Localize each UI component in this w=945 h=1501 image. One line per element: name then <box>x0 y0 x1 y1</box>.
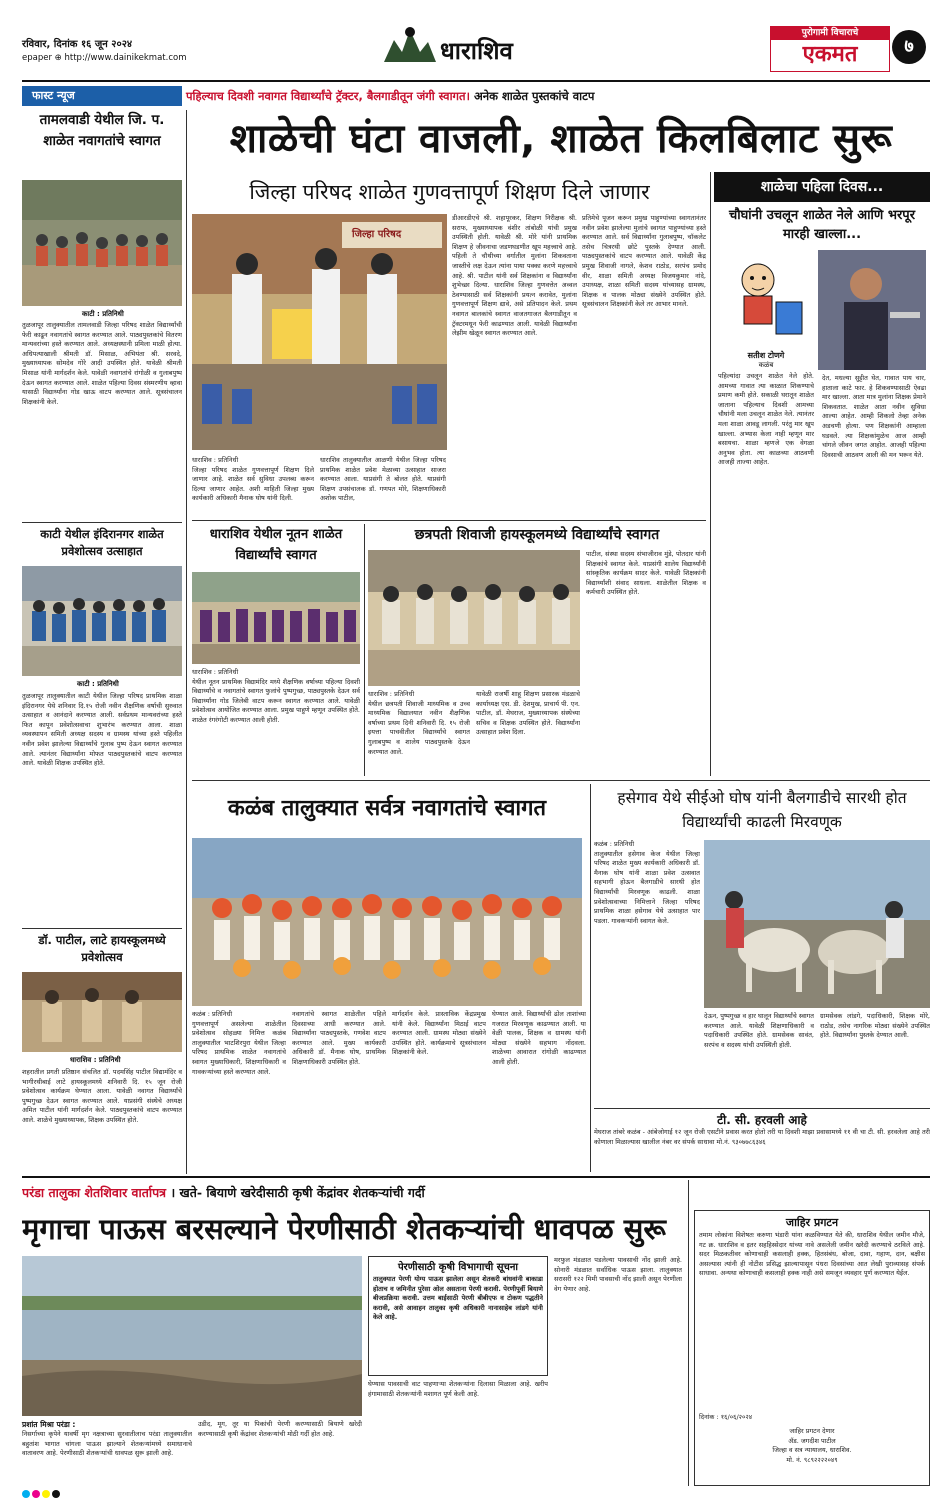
section2-photo <box>192 572 360 664</box>
edition-logo-art <box>380 22 440 70</box>
kalamb-divider <box>590 784 591 1172</box>
paranda-separator: । <box>170 1185 180 1200</box>
hasegaon-headline: हसेगाव येथे सीईओ घोष यांनी बैलगाडीचे सारथी होत विद्यार्थ्यांची काढली मिरवणूक <box>617 789 907 831</box>
right-box-text2: देत, मधल्या सुट्टीत घेत, गावात पाय चार, हाताला काटे फार. हे शिकवण्यासाठी ऐवढा मार खाल्ला. आता मात्र मुलांना शिक्षक प्रेमाने शिकवतात. शाळेत आता नवीन सुविधा आल्या आहेत. आम्ही शिकलो तेव्हा अनेक अडचणी होत्या. पण शिक्षकांनी आम्हाला घडवले. त्या शिक्षकांमुळेच आज आम्ही चांगले जीवन जगत आहोत. आजही पहिल्या दिवसाची आठवण आली की मन भरून येते. <box>822 374 926 459</box>
story1-byline: काटी : प्रतिनिधी <box>82 310 124 318</box>
section2-text: धाराशिव : प्रतिनिधी येथील नूतन प्राथमिक विद्यामंदिर मध्ये शैक्षणिक वर्षाच्या पहिल्या दिवशी विद्यार्थ्यांचे व नवागतांचे स्वागत फुलांचे पुष्पगुच्छ, पाठ्यपुस्तके देऊन सर्व विद्यार्थ्यांना गोड जिलेबी वाटप करून स्वागत करण्यात आले. यावेळी प्रवेशोत्सव आयोजित करण्यात आला. प्रमुख पाहुणे म्हणून उपस्थित होते. शाळेत रंगरंगोटी करण्यात आली होती. <box>192 668 360 724</box>
epaper-label: epaper <box>22 53 52 63</box>
story2-title: काटी येथील इंदिरानगर शाळेत प्रवेशोत्सव उत्साहात <box>40 527 164 558</box>
website-link[interactable]: http://www.dainikekmat.com <box>64 53 187 63</box>
registration-mark-black <box>52 1490 60 1498</box>
right-box-label: शाळेचा पहिला दिवस... <box>714 172 930 202</box>
edition-logo <box>380 22 550 72</box>
paranda-label: परंडा तालुका शेतशिवार वार्तापत्र <box>22 1185 167 1200</box>
kalamb-text1: कळंब : प्रतिनिधी गुणवत्तापूर्ण असलेल्या शाळेतील प्रवेशोत्सव सोहळ्या निमित्त कळंब तालुक्यातील भाटशिरपुरा येथील जिल्हा परिषद प्राथमिक शाळेत नवागतांचे स्वागत मुख्याधिकारी, शिक्षणाधिकारी व गावकऱ्यांच्या हस्ते करण्यात आले. <box>192 1010 286 1076</box>
public-notice-date: दिनांक : १६/०६/२०२४ <box>699 1413 753 1421</box>
story2-text: तुळजापूर तालुक्यातील काटी येथील जिल्हा परिषद प्राथमिक शाळा इंदिरानगर येथे शनिवार दि.१५ रोजी नवीन शैक्षणिक वर्षाची सुरुवात उत्साहात व आनंदाने करण्यात आली. सर्वप्रथम मान्यवरांच्या हस्ते फित कापून प्रवेशोत्सवाचा शुभारंभ करण्यात आला. शाळा व्यवस्थापन समिती अध्यक्ष सदस्य व ग्रामस्थ यांच्या हस्ते पहिलीत नवीन प्रवेश झालेल्या विद्यार्थ्यांचे गुलाब पुष्प देऊन स्वागत करण्यात आले. त्यानंतर विद्यार्थ्यांना मोफत पाठ्यपुस्तकांचे वाटप करण्यात आले. यावेळी शिक्षक उपस्थित होते. <box>22 692 182 768</box>
masthead-rule <box>22 80 930 82</box>
paranda-photo <box>22 1256 362 1416</box>
story1-text: तुळजापूर तालुक्यातील तामलवाडी जिल्हा परिषद शाळेत विद्यार्थ्यांची फेरी काढून नवागतांचे स्वागत करण्यात आले. पाठ्यपुस्तकांचे वितरण मान्यवरांच्या हस्ते करण्यात आले. अध्यक्षस्थानी प्रमिला माळी होत्या. अधिपत्याखाली श्रीमती डॉ. मिसाळ, अभियंता श्री. सरवदे, मुख्याध्यापक सोमदेव गोरे आदी उपस्थित होते. यावेळी श्रीमती मिसाळ यांनी मार्गदर्शन केले. यावेळी नवागतांचे रांगोळी व गुलाबपुष्प देऊन स्वागत करण्यात आले. शाळेत पहिल्या दिवस संस्मरणीय व्हावा यासाठी विद्यार्थ्यांना गोड खाऊ वाटप करण्यात आले. सूत्रसंचालन शिक्षकांनी केले. <box>22 321 182 406</box>
hasegaon-text1: कळंब : प्रतिनिधी तालुक्यातील हसेगाव केज येथील जिल्हा परिषद शाळेत मुख्य कार्यकारी अधिकारी डॉ. मैनाक घोष यांनी शाळा प्रवेश उत्सवात सहभागी होऊन बैलगाडीचे सारथी होत विद्यार्थ्यांची मिरवणूक काढली. शाळा प्रवेशोत्सवाच्या निमित्ताने जिल्हा परिषद प्राथमिक शाळा हसेगाव येथे उत्साहात पार पडला. गावकऱ्यांनी स्वागत केले. <box>594 840 700 925</box>
lost-tc-ad <box>594 1112 930 1172</box>
paranda-text1: निसर्गाच्या कृपेने यावर्षी मृग नक्षत्राच्या सुरवातीलाच परंडा तालुक्यातील बहुतांश भागात चांगला पाऊस झाल्याने शेतकऱ्यांमध्ये समाधानाचे वातावरण आहे. पेरणीसाठी शेतकऱ्यांची धावपळ सुरू झाली आहे. <box>22 1430 192 1458</box>
paranda-rule-top <box>22 1176 930 1178</box>
kalamb-text3: मार्गदर्शन केले. प्रास्ताविक केंद्रप्रमुख यांनी केले. विद्यार्थ्यांना मिठाई वाटप करण्यात आली. ग्रामस्थ मोठ्या संख्येने उपस्थित होते. कार्यक्रमाचे सूत्रसंचालन शिक्षकांनी केले. <box>392 1010 486 1057</box>
hasegaon-text2: देऊन, पुष्पगुच्छ व हार घालून विद्यार्थ्यांचे स्वागत करण्यात आले. यावेळी शिक्षणाधिकारी व पदाधिकारी उपस्थित होते. ग्रामसेवक सावंत, सरपंच व सदस्य यांची उपस्थिती होती. <box>704 1012 814 1049</box>
story2-byline: काटी : प्रतिनिधी <box>77 680 119 688</box>
top-banner-main: पहिल्याच दिवशी नवागत विद्यार्थ्यांचे ट्रॅक्टर, बैलगाडीतून जंगी स्वागत। <box>186 89 470 103</box>
main-photo-banner: जिल्हा परिषद <box>352 229 402 240</box>
lost-tc-text: मेघराज तांबरे कळंब - आंबेजोगाई १२ जून रोजी एसटीने प्रवास करत होतो तरी या दिवशी माझा प्रवासामध्ये ११ वी चा टी. सी. हरवलेला आहे तरी कोणाला मिळाल्यास खालील नंबर वर संपर्क साधावा मो.नं. ९३०७७८६३४६ <box>594 1128 930 1146</box>
registration-mark-magenta <box>32 1490 40 1498</box>
main-rule-1 <box>192 520 706 521</box>
section3-text2: यावेळी राजर्षी शाहू शिक्षण प्रसारक मंडळाचे कार्याध्यक्ष एस. डी. देशमुख, प्राचार्य पी. एन. पाटील, डॉ. मेघराज, मुख्याध्यापक संस्थेच्या सचिव व शिक्षक उपस्थित होते. विद्यार्थ्यांना उत्साहात प्रवेश दिला. <box>476 690 580 737</box>
top-banner <box>186 86 930 106</box>
paranda-banner <box>22 1182 682 1204</box>
lost-tc-title: टी. सी. हरवली आहे <box>717 1113 807 1127</box>
masthead-date: रविवार, दिनांक १६ जून २०२४ <box>22 39 133 50</box>
author-place: कळंब <box>758 361 774 369</box>
story3-byline: धाराशिव : प्रतिनिधी <box>70 1056 121 1064</box>
left-column <box>22 110 182 1174</box>
story1-photo <box>22 180 182 306</box>
right-box-divider <box>710 172 711 776</box>
kalamb-text2: नवागतांचे स्वागत शाळेतील पहिले दिवसाच्या आधी करण्यात आले. विद्यार्थ्यांना पाठ्यपुस्तके, गणवेश वाटप करण्यात आले. मुख्य कार्यकारी अधिकारी डॉ. मैनाक घोष, प्राथमिक शिक्षणाधिकारी उपस्थित होते. <box>292 1010 386 1066</box>
notice-divider <box>688 1180 689 1486</box>
story3-title: डॉ. पाटील, लाटे हायस्कूलमध्ये प्रवेशोत्सव <box>38 933 166 964</box>
section3-text: धाराशिव : प्रतिनिधी येथील छत्रपती शिवाजी माध्यमिक व उच्च माध्यमिक विद्यालयात नवीन शैक्षणिक वर्षाच्या प्रथम दिनी शनिवारी दि. १५ रोजी इयत्ता पाचवीतील विद्यार्थ्यांचे स्वागत गुलाबपुष्प व शालेय पाठ्यपुस्तके देऊन करण्यात आले. <box>368 690 470 756</box>
registration-mark-yellow <box>42 1490 50 1498</box>
kalamb-text4: घेण्यात आले. विद्यार्थ्यांची ढोल ताशांच्या गजरात मिरवणूक काढण्यात आली. या वेळी पालक, शिक्षक व ग्रामस्थ यांनी मोठ्या संख्येने सहभाग नोंदवला. शाळेच्या आवारात रांगोळी काढण्यात आली होती. <box>492 1010 586 1066</box>
public-notice <box>694 1210 930 1486</box>
paranda-byline: प्रशांत मिश्रा परंडा : <box>22 1420 76 1429</box>
paper-tagline: पुरोगामी विचाराचे <box>771 27 889 40</box>
page-number: ७ <box>892 30 926 64</box>
author-photo <box>818 250 926 370</box>
main-headline: शाळेची घंटा वाजली, शाळेत किलबिलाट सुरू <box>229 116 893 162</box>
section3-headline: छत्रपती शिवाजी हायस्कूलमध्ये विद्यार्थ्यांचे स्वागत <box>414 527 660 543</box>
epaper-url-line[interactable] <box>22 53 186 63</box>
paranda-text4: मरफुल मंडळात पडलेल्या पावसाची नोंद झाली आहे. सोनारी मंडळात सर्वाधिक पाऊस झाला. तालुक्यात सरासरी १२२ मिमी पावसाची नोंद झाली असून पेरणीला वेग येणार आहे. <box>554 1256 682 1293</box>
main-subhead: जिल्हा परिषद शाळेत गुणवत्तापूर्ण शिक्षण दिले जाणार <box>249 180 650 204</box>
left-rule-1 <box>22 522 182 523</box>
right-box-title: चौघांनी उचलून शाळेत नेले आणि भरपूर मारही खाल्ला... <box>728 208 916 242</box>
story3-text: शहरातील प्रगती प्रतिष्ठान संचलित डॉ. पदमसिंह पाटील विद्यामंदिर व भागीरथीबाई लाटे हायस्कूलमध्ये शनिवारी दि. १५ जून रोजी प्रवेशोत्सव कार्यक्रम घेण्यात आला. यावेळी नवागत विद्यार्थ्यांचे पुष्पगुच्छ देऊन स्वागत करण्यात आले. याप्रसंगी संस्थेचे अध्यक्ष अमित पाटील यांनी मार्गदर्शन केले. पाठ्यपुस्तकांचे वाटप करण्यात आले. शाळेचे मुख्याध्यापक, शिक्षक उपस्थित होते. <box>22 1068 182 1124</box>
hasegaon-text3: ग्रामसेवक लांडगे, पदाधिकारी, शिक्षक मोरे, राठोड, तसेच नागरिक मोठ्या संख्येने उपस्थित होते. विद्यार्थ्यांना पुस्तके देण्यात आली. <box>820 1012 930 1040</box>
story1-title: तामलवाडी येथील जि. प. शाळेत नवागतांचे स्वागत <box>39 112 165 149</box>
main-col1: धाराशिव : प्रतिनिधी जिल्हा परिषद शाळेत गुणवत्तापूर्ण शिक्षण दिले जाणार आहे. शाळेत सर्व सुविधा उपलब्ध करून दिल्या जाणार आहेत. अशी माहिती जिल्हा मुख्य कार्यकारी अधिकारी मैनाक घोष यांनी दिली. <box>192 456 314 503</box>
cartoon-illustration <box>718 250 814 346</box>
story3-photo <box>22 972 182 1052</box>
kalamb-headline: कळंब तालुक्यात सर्वत्र नवागतांचे स्वागत <box>227 796 547 821</box>
main-col3: डीआरडीएचे श्री. शहापूरकर, शिक्षण निरीक्षक श्री. सराफ, मुख्याध्यापक वंशीर तांबोळी यांची प्रमुख उपस्थिती होती. यावेळी श्री. मोरे यांनी प्राथमिक शिक्षण हे जीवनाचा जडणघडणीत खूप महत्त्वाचे आहे. पहिली ते चौथीच्या वर्गातील मुलांना शिकवताना जास्तीचे लक्ष देऊन त्यांना पाया पक्का करणे महत्त्वाचे आहे. श्री. पाटील यांनी सर्व शिक्षकांना व विद्यार्थ्यांना शुभेच्छा दिल्या. धाराशिव जिल्हा गुणवत्तेत अव्वल ठेवण्यासाठी सर्व शिक्षकांनी प्रयत्न करावेत, मुलांना गुणवत्तापूर्ण शिक्षण द्यावे, असे प्रतिपादन केले. प्रथम नवागत बालकांचे स्वागत वाजतगाजत बैलगाडीतून व ट्रॅक्टरमधून फेरी काढण्यात आली. यावेळी विद्यार्थ्यांना लेझीम खेळून स्वागत करण्यात आले. <box>452 214 577 338</box>
section2-headline: धाराशिव येथील नूतन शाळेत विद्यार्थ्यांचे स्वागत <box>209 527 343 563</box>
globe-icon: ⊕ <box>54 53 62 63</box>
main-col4: प्रतिमेचे पूजन करून प्रमुख पाहुण्यांच्या स्वागतानंतर नवीन प्रवेश झालेल्या मुलांचे स्वागत पाहुण्यांच्या हस्ते करण्यात आले. सर्व विद्यार्थ्यांना गुलाबपुष्प, चॉकलेट तसेच चित्ररथी छोटे पुस्तके देण्यात आली. पाठ्यपुस्तकांचे वाटप करण्यात आले. यावेळी केंद्र प्रमुख शिवाजी नागले, केशव राठोड, सरपंच प्रमोद वीर, शाळा समिती अध्यक्ष विजयकुमार नांदे, उपाध्यक्ष, शाळा समिती सदस्य यांच्यासह ग्रामस्थ, शिक्षक व पालक मोठ्या संख्येने उपस्थित होते. सूत्रसंचालन शिक्षकांनी केले तर आभार मानले. <box>582 214 706 309</box>
agri-notice-title: पेरणीसाठी कृषी विभागाची सूचना <box>397 1262 518 1273</box>
section2-divider <box>364 524 365 776</box>
right-box <box>714 172 930 776</box>
paper-logo <box>770 26 890 72</box>
public-notice-signer: जाहिर प्रगटन देणार ॲड. जगदीश पाटील जिल्हा व सत्र न्यायालय, धाराशिव. मो. नं. ९८९२२२२०४९ <box>772 1427 852 1464</box>
agri-notice-text: तालुक्यात पेरणी योग्य पाऊस झालेला असून शेतकरी बांधवांनी बाकाडा होताच व जमिनीत पुरेसा ओल असताना पेरणी करावी. पेरणीपूर्वी बियाणे बीजप्रक्रिया करावी. उत्तम बाईसाठी पेरणी बीबीएफ व टोकण पद्धतीने करावी, असे आवाहन तालुका कृषी अधिकारी नानासाहेब लांडगे यांनी केले आहे. <box>373 1275 543 1322</box>
top-banner-secondary: अनेक शाळेत पुस्तकांचे वाटप <box>473 89 595 103</box>
main-col2: धाराशिव तालुक्यातील आळणी येथील जिल्हा परिषद प्राथमिक शाळेत प्रवेश मेळाव्या उत्साहात साजरा करण्यात आला. याप्रसंगी ते बोलत होते. याप्रसंगी शिक्षण उपसंचालक डॉ. गणपत मोरे, शिक्षणाधिकारी अशोक पाटील, <box>320 456 446 503</box>
paranda-headline: मृगाचा पाऊस बरसल्याने पेरणीसाठी शेतकऱ्यांची धावपळ सुरू <box>22 1212 666 1246</box>
mid-rule <box>192 780 930 781</box>
hasegaon-photo <box>704 840 930 1008</box>
right-box-text1: पहिल्यांदा उचलून शाळेत नेले होते. आमच्या गावात त्या काळात शिकण्याचे प्रमाण कमी होते. सकाळी घरातून शाळेत जाताना पहिल्याच दिवशी आमच्या चौघांनी मला उचलून शाळेत नेले. त्यानंतर मला शाळा आवडू लागली. परंतु मार खूप खाल्ला. अभ्यास केला नाही म्हणून मार बसायचा. शाळा म्हणजे एक वेगळा अनुभव होता. त्या काळच्या आठवणी आजही ताज्या आहेत. <box>718 372 814 467</box>
ad-rule <box>594 1108 930 1109</box>
kalamb-photo <box>192 838 582 1006</box>
section3-text3: पाटील, संस्था सदस्य संभाजीराव मुंडे, पोतदार यांनी शिक्षकांचे स्वागत केले. याप्रसंगी शालेय विद्यार्थ्यांनी सांस्कृतिक कार्यक्रम सादर केले. यावेळी शिक्षकांनी विद्यार्थ्यांशी संवाद साधला. शाळेतील शिक्षक व कर्मचारी उपस्थित होते. <box>586 550 706 597</box>
paper-name: एकमत <box>802 42 858 67</box>
paranda-text2: उडीद, मूग, तूर या पिकांची पेरणी करण्यासाठी बियाणे खरेदी करण्यासाठी कृषी केंद्रांवर शेतकऱ्यांची मोठी गर्दी होत आहे. <box>198 1420 362 1438</box>
color-registration-strip <box>22 1490 930 1498</box>
masthead <box>0 0 945 80</box>
edition-name: धाराशिव <box>440 37 513 65</box>
paranda-banner-text: खते- बियाणे खरेदीसाठी कृषी केंद्रांवर शेतकऱ्यांची गर्दी <box>179 1185 425 1200</box>
story2-photo <box>22 566 182 676</box>
public-notice-text: तमाम लोकांना विशेषतः करुणा भंडारी यांना कळविण्यात येते की, धाराशिव येथील जमीन मौजे, गट क्र. धाराशिव व इतर सहहिस्सेदार यांच्या नावे असलेली जमीन खरेदी करण्याचे ठरविले आहे. सदर मिळकतीवर कोणाचाही कसलाही हक्क, हितसंबंध, बोजा, दावा, गहाण, दान, बक्षीस असल्यास त्यांनी ही नोटीस प्रसिद्ध झाल्यापासून पंधरा दिवसांच्या आत लेखी पुराव्यासह संपर्क साधावा. अन्यथा कोणाचाही कसलाही हक्क नाही असे समजून व्यवहार पूर्ण करण्यात येईल. <box>699 1231 925 1278</box>
agri-notice-box <box>368 1256 548 1376</box>
paranda-text3: घेण्यास पावसाची वाट पाहणाऱ्या शेतकऱ्यांना दिलासा मिळाला आहे. खरीप हंगामासाठी शेतकऱ्यांनी मशागत पूर्ण केली आहे. <box>368 1380 548 1398</box>
registration-mark-cyan <box>22 1490 30 1498</box>
left-rule-2 <box>22 928 182 929</box>
author-name: सतीश टोणगे <box>747 351 785 360</box>
public-notice-title: जाहिर प्रगटन <box>785 1216 839 1229</box>
main-photo <box>192 214 447 450</box>
left-column-divider <box>186 110 187 1174</box>
fast-news-label: फास्ट न्यूज <box>22 86 182 106</box>
section3-photo <box>368 550 580 686</box>
